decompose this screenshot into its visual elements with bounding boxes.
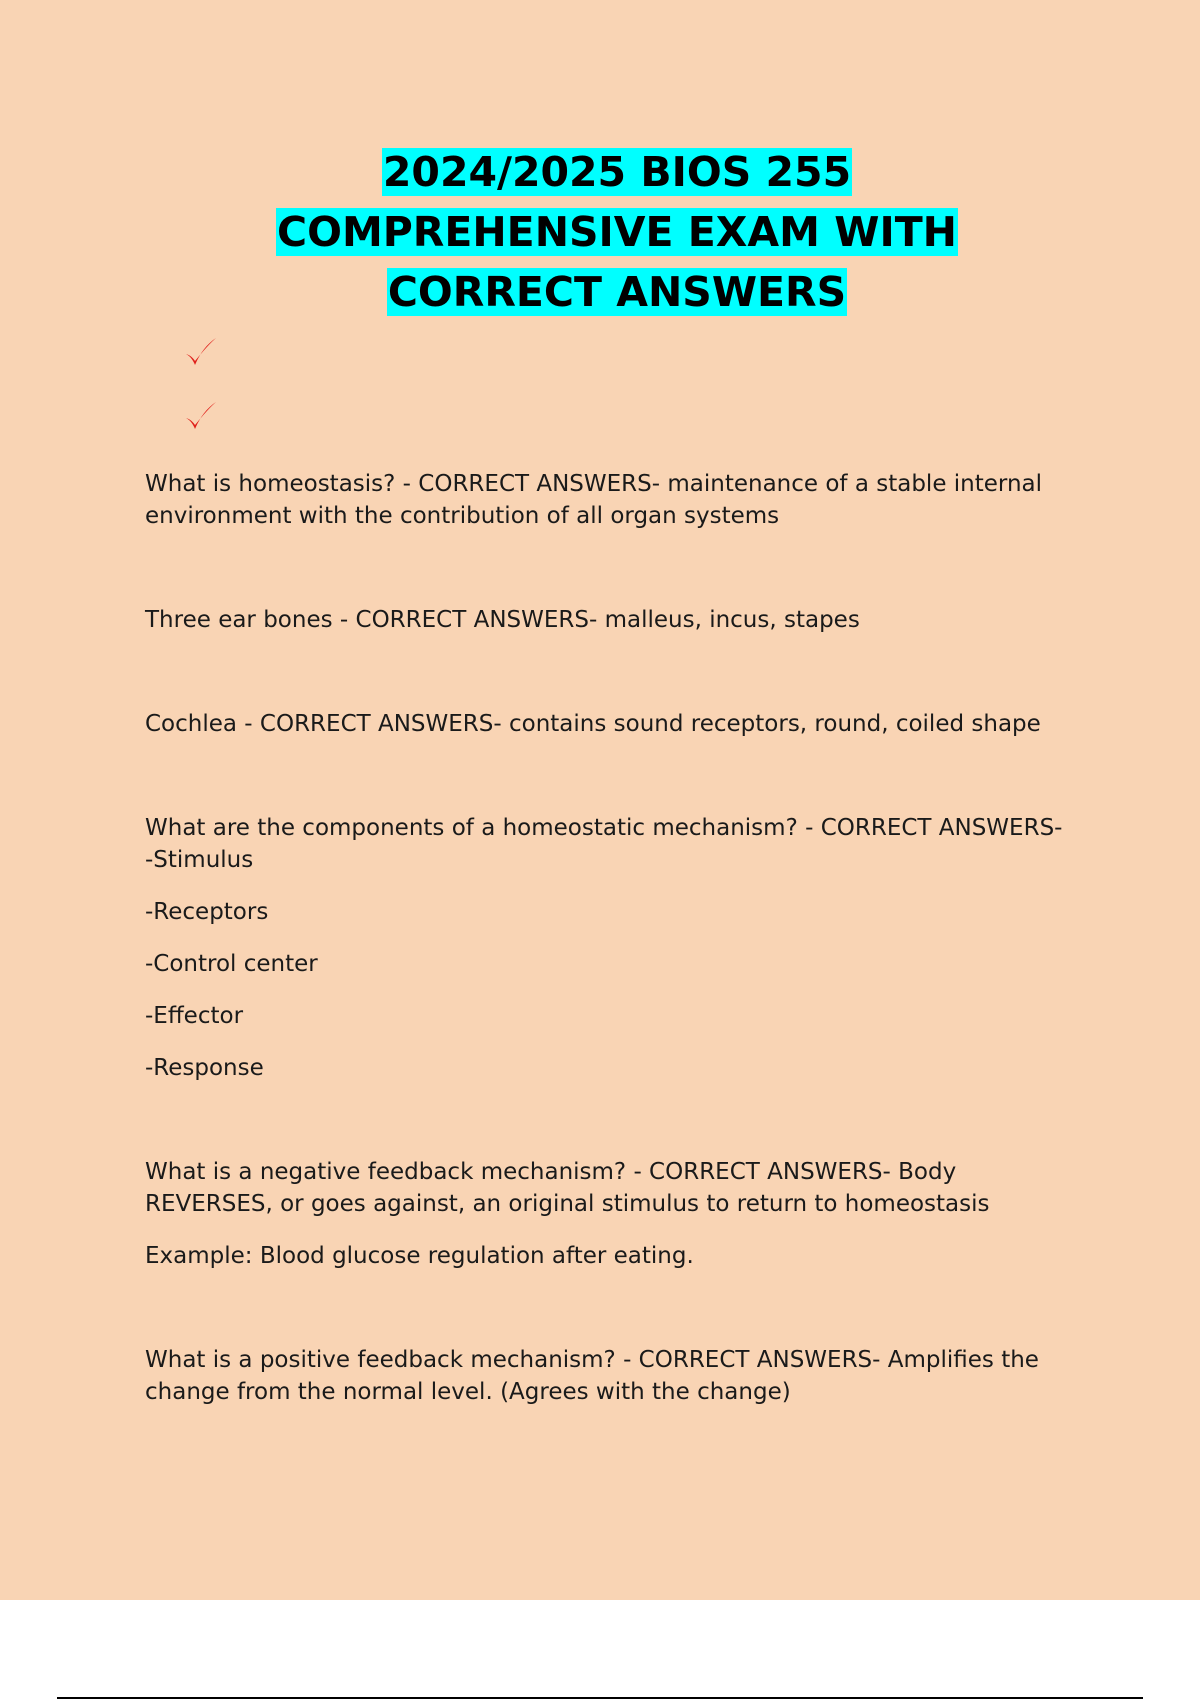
qa-item-negative-feedback: What is a negative feedback mechanism? - CORRECT ANSWERS- Body REVERSES, or goes against, an original stimulus to return to homeostasis [145,1159,990,1217]
qa-item-positive-feedback: What is a positive feedback mechanism? - CORRECT ANSWERS- Amplifies the change from the normal level. (Agrees with the change) [145,1347,1039,1405]
component-effector: -Effector [145,1003,244,1029]
component-control-center: -Control center [145,951,318,977]
qa-item-homeostasis: What is homeostasis? - CORRECT ANSWERS- maintenance of a stable internal environment with the contribution of all organ systems [145,471,1043,529]
qa-list [145,468,1065,1408]
title-line-3: CORRECT ANSWERS [387,268,847,316]
title-line-1: 2024/2025 BIOS 255 [382,148,852,196]
negative-feedback-example: Example: Blood glucose regulation after eating. [145,1243,694,1269]
checkmark-icon [180,334,220,374]
footer-divider [57,1697,1143,1699]
component-response: -Response [145,1055,264,1081]
component-receptors: -Receptors [145,899,269,925]
qa-item-homeostatic-components: What are the components of a homeostatic mechanism? - CORRECT ANSWERS- -Stimulus [145,815,1063,873]
title-line-2: COMPREHENSIVE EXAM WITH [277,208,957,256]
qa-item-ear-bones: Three ear bones - CORRECT ANSWERS- malleus, incus, stapes [145,607,860,633]
checkmark-icon [180,398,220,438]
qa-item-cochlea: Cochlea - CORRECT ANSWERS- contains sound receptors, round, coiled shape [145,711,1041,737]
document-title [150,142,1084,322]
